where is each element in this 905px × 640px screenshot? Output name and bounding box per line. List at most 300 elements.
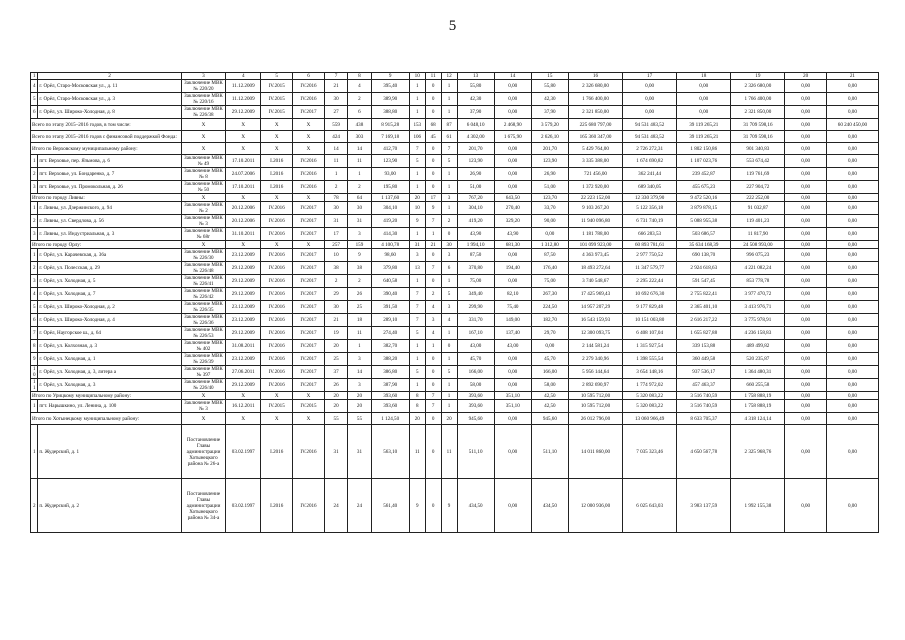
- table-cell: 3 879 878,15: [677, 202, 731, 215]
- table-cell: 0,00: [494, 168, 531, 181]
- table-cell: 7: [425, 262, 441, 275]
- table-cell: 03.02.1997: [226, 479, 261, 533]
- table-cell: 434,50: [457, 479, 494, 533]
- table-row: [31, 93, 879, 106]
- table-cell: 1: [441, 353, 457, 366]
- table-cell: 561,40: [371, 479, 409, 533]
- table-cell: 1 364 480,31: [731, 366, 785, 379]
- table-cell: 0,00: [494, 143, 531, 155]
- table-cell: 0: [425, 366, 441, 379]
- document-cell: Заключение МВК № 226/42: [181, 288, 226, 301]
- table-cell: 43,00: [457, 340, 494, 353]
- table-cell: 7: [409, 301, 425, 314]
- subtotal-row: [31, 413, 879, 425]
- table-cell: 78: [324, 194, 347, 202]
- table-cell: 7: [425, 215, 441, 228]
- table-cell: 11: [441, 425, 457, 479]
- table-cell: 24: [324, 479, 347, 533]
- address-cell: г. Орёл, Наугорское ш., д. 64: [38, 327, 181, 340]
- table-cell: 389,90: [371, 93, 409, 106]
- table-cell: 42,30: [457, 93, 494, 106]
- table-row: [31, 425, 879, 479]
- table-cell: 21: [425, 241, 441, 249]
- document-cell: Постановление Главы администрации Хотынецкого района № 26-а: [181, 425, 226, 479]
- address-cell: г. Ливны, ул. Индустриальная, д. 3: [38, 228, 181, 241]
- table-cell: IV.2016: [293, 425, 325, 479]
- table-row: [31, 202, 879, 215]
- table-cell: 4 363 973,45: [568, 249, 622, 262]
- subtotal-row: [31, 119, 879, 131]
- document-cell: Заключение МВК № 3: [181, 215, 226, 228]
- table-cell: I.2016: [261, 181, 293, 194]
- table-cell: X: [181, 392, 226, 400]
- table-cell: 14 957 207,29: [568, 301, 622, 314]
- table-cell: IV.2015: [261, 106, 293, 119]
- table-cell: 5 122 356,18: [623, 202, 677, 215]
- table-cell: 26,90: [457, 168, 494, 181]
- table-cell: 7 169,18: [371, 131, 409, 143]
- row-number: 2: [31, 262, 38, 275]
- table-cell: 0,00: [826, 106, 878, 119]
- table-cell: 159: [348, 241, 371, 249]
- table-cell: 274,40: [371, 327, 409, 340]
- subtotal-label: Всего по этапу 2015–2016 годов с финансовой поддержкой Фонда:: [31, 131, 182, 143]
- table-cell: 0,00: [785, 327, 826, 340]
- row-number: 7: [31, 327, 38, 340]
- document-cell: Заключение МВК № 226/53: [181, 327, 226, 340]
- table-cell: 0,00: [826, 425, 878, 479]
- row-number: 9: [31, 353, 38, 366]
- table-cell: 511,10: [457, 425, 494, 479]
- column-number: 10: [409, 73, 425, 80]
- table-cell: 87,50: [457, 249, 494, 262]
- table-cell: 26: [324, 379, 347, 392]
- table-cell: 42,50: [531, 392, 568, 400]
- address-cell: г. Орёл, ул. Широко-Холодная, д. 2: [38, 301, 181, 314]
- table-cell: 03.02.1997: [226, 425, 261, 479]
- table-cell: 267,30: [531, 288, 568, 301]
- table-cell: 0: [425, 93, 441, 106]
- address-cell: г. Орёл, ул. Полесская, д. 29: [38, 262, 181, 275]
- table-cell: 1: [409, 275, 425, 288]
- table-cell: 153: [409, 119, 425, 131]
- document-cell: Заключение МВК № 2: [181, 202, 226, 215]
- table-cell: 3: [348, 353, 371, 366]
- table-cell: 329,20: [494, 215, 531, 228]
- table-cell: 0,00: [785, 392, 826, 400]
- table-cell: IV.2017: [293, 275, 325, 288]
- table-cell: 0,00: [826, 249, 878, 262]
- table-cell: 0,00: [785, 249, 826, 262]
- table-cell: 20: [441, 413, 457, 425]
- table-cell: 0,00: [826, 327, 878, 340]
- table-cell: 23.12.2009: [226, 301, 261, 314]
- row-number: 2: [31, 479, 38, 533]
- table-cell: 2 755 822,41: [677, 288, 731, 301]
- table-cell: 349,40: [457, 288, 494, 301]
- address-cell: г. Орёл, ул. Холодная, д. 3, литера а: [38, 366, 181, 379]
- subtotal-row: [31, 241, 879, 249]
- table-cell: 2: [348, 275, 371, 288]
- table-row: [31, 80, 879, 93]
- table-cell: 2 295 222,44: [623, 275, 677, 288]
- table-cell: 0,00: [494, 353, 531, 366]
- table-cell: 386,80: [371, 366, 409, 379]
- table-cell: 0,00: [826, 93, 878, 106]
- table-cell: 1: [441, 202, 457, 215]
- table-cell: IV.2016: [293, 181, 325, 194]
- table-cell: 3 983 137,59: [677, 479, 731, 533]
- table-cell: X: [293, 392, 325, 400]
- table-cell: 666 283,53: [623, 228, 677, 241]
- table-cell: X: [181, 194, 226, 202]
- table-cell: I.2016: [261, 155, 293, 168]
- table-cell: 0,00: [785, 288, 826, 301]
- table-cell: IV.2016: [261, 366, 293, 379]
- table-cell: 21: [324, 80, 347, 93]
- table-cell: 520 235,87: [731, 353, 785, 366]
- table-cell: 6 731 740,19: [623, 215, 677, 228]
- table-cell: 9 103 267,20: [568, 202, 622, 215]
- table-cell: 20: [409, 413, 425, 425]
- column-number: 16: [568, 73, 622, 80]
- table-cell: 2: [348, 93, 371, 106]
- table-cell: 0: [425, 413, 441, 425]
- address-cell: г. Орёл, ул. Широко-Холодная, д. 8: [38, 106, 181, 119]
- table-cell: 419,20: [371, 215, 409, 228]
- table-cell: 1: [441, 106, 457, 119]
- table-cell: 11: [409, 425, 425, 479]
- table-cell: IV.2016: [261, 275, 293, 288]
- table-cell: 98,60: [371, 249, 409, 262]
- table-cell: 0,00: [494, 479, 531, 533]
- table-cell: IV.2016: [261, 340, 293, 353]
- table-cell: 643,50: [494, 194, 531, 202]
- table-cell: 0: [425, 249, 441, 262]
- table-cell: 9: [409, 479, 425, 533]
- table-cell: 0: [425, 143, 441, 155]
- housing-relocation-table: [30, 72, 879, 533]
- table-cell: 3 516 740,59: [677, 400, 731, 413]
- address-cell: п. Жудерский, д. 2: [38, 479, 181, 533]
- table-cell: 1: [441, 80, 457, 93]
- table-cell: 224,50: [531, 301, 568, 314]
- table-cell: 0,00: [785, 262, 826, 275]
- table-cell: 0,00: [785, 202, 826, 215]
- table-cell: 0,00: [677, 106, 731, 119]
- table-cell: 1 766 400,00: [731, 93, 785, 106]
- table-cell: IV.2016: [293, 93, 325, 106]
- table-cell: 0,00: [785, 181, 826, 194]
- table-cell: 94 531 483,52: [623, 131, 677, 143]
- table-cell: 721 456,00: [568, 168, 622, 181]
- table-cell: 553 674,42: [731, 155, 785, 168]
- table-cell: 1 315 927,54: [623, 340, 677, 353]
- column-number: 4: [226, 73, 261, 80]
- table-cell: 660 255,58: [731, 379, 785, 392]
- table-cell: 0,00: [826, 131, 878, 143]
- table-cell: 5: [409, 327, 425, 340]
- table-cell: 945,60: [531, 413, 568, 425]
- table-cell: 14: [348, 143, 371, 155]
- table-cell: 0,00: [494, 249, 531, 262]
- table-cell: 3: [441, 301, 457, 314]
- table-cell: 503 686,57: [677, 228, 731, 241]
- table-cell: 9: [441, 479, 457, 533]
- table-cell: IV.2016: [261, 288, 293, 301]
- column-number: 19: [731, 73, 785, 80]
- table-cell: 5 088 955,38: [677, 215, 731, 228]
- table-cell: 2 616 217,22: [677, 314, 731, 327]
- table-cell: 393,60: [371, 392, 409, 400]
- table-row: [31, 228, 879, 241]
- table-cell: IV.2017: [293, 301, 325, 314]
- table-cell: 20: [409, 194, 425, 202]
- table-cell: 0,00: [494, 80, 531, 93]
- table-cell: 0: [425, 106, 441, 119]
- table-cell: 0,00: [826, 479, 878, 533]
- table-cell: 13 060 966,49: [623, 413, 677, 425]
- table-cell: 11: [324, 155, 347, 168]
- table-cell: 0: [425, 275, 441, 288]
- table-cell: IV.2017: [293, 314, 325, 327]
- table-cell: X: [261, 194, 293, 202]
- table-cell: 43,90: [494, 228, 531, 241]
- table-cell: I.2016: [261, 479, 293, 533]
- table-cell: 7: [409, 314, 425, 327]
- address-cell: г. Орёл, ул. Холодная, д. 7: [38, 288, 181, 301]
- table-cell: 393,60: [457, 400, 494, 413]
- table-cell: 2 326 680,00: [568, 80, 622, 93]
- row-number: 3: [31, 228, 38, 241]
- table-cell: 2 924 618,63: [677, 262, 731, 275]
- table-cell: 6 048,10: [457, 119, 494, 131]
- table-row: [31, 479, 879, 533]
- table-cell: 0,00: [826, 314, 878, 327]
- table-cell: 0,00: [826, 400, 878, 413]
- table-cell: 304,10: [371, 202, 409, 215]
- table-cell: 4 302,00: [457, 131, 494, 143]
- table-cell: 0,00: [826, 202, 878, 215]
- table-cell: 0,00: [785, 143, 826, 155]
- table-cell: 1 766 400,00: [568, 93, 622, 106]
- table-cell: 123,70: [531, 194, 568, 202]
- table-cell: 17 425 969,43: [568, 288, 622, 301]
- table-cell: 17: [425, 194, 441, 202]
- table-row: [31, 340, 879, 353]
- table-cell: 1: [409, 228, 425, 241]
- table-cell: 0,00: [785, 80, 826, 93]
- table-cell: 414,30: [371, 228, 409, 241]
- table-cell: 14 011 860,00: [568, 425, 622, 479]
- row-number: 10: [31, 366, 38, 379]
- table-cell: X: [181, 119, 226, 131]
- table-cell: 1 758 888,19: [731, 392, 785, 400]
- table-cell: X: [181, 413, 226, 425]
- table-cell: 24: [348, 479, 371, 533]
- table-cell: 1: [409, 93, 425, 106]
- table-cell: 18: [348, 314, 371, 327]
- table-cell: IV.2017: [293, 215, 325, 228]
- table-cell: 24 508 993,00: [731, 241, 785, 249]
- table-cell: 12 000 936,00: [568, 479, 622, 533]
- document-cell: Заключение МВК № 226/41: [181, 275, 226, 288]
- table-cell: 194,40: [494, 262, 531, 275]
- table-cell: IV.2016: [293, 155, 325, 168]
- table-row: [31, 168, 879, 181]
- table-row: [31, 249, 879, 262]
- table-cell: IV.2017: [293, 249, 325, 262]
- table-cell: 33,70: [531, 202, 568, 215]
- row-number: 3: [31, 181, 38, 194]
- table-cell: 2 977 750,52: [623, 249, 677, 262]
- table-cell: 2 279 340,96: [568, 353, 622, 366]
- table-cell: 227 904,72: [731, 181, 785, 194]
- table-cell: 5 320 083,22: [623, 400, 677, 413]
- table-cell: 388,20: [371, 353, 409, 366]
- table-cell: IV.2016: [261, 301, 293, 314]
- table-cell: 31 709 598,16: [731, 119, 785, 131]
- table-cell: 0,00: [494, 379, 531, 392]
- table-cell: 18 493 272,64: [568, 262, 622, 275]
- document-cell: Заключение МВК № 226/40: [181, 379, 226, 392]
- table-cell: 1: [409, 181, 425, 194]
- table-cell: 0: [425, 425, 441, 479]
- table-cell: 149,00: [494, 314, 531, 327]
- table-cell: 4: [425, 301, 441, 314]
- column-number: 3: [181, 73, 226, 80]
- table-cell: 0,00: [494, 181, 531, 194]
- table-cell: 137,40: [494, 327, 531, 340]
- table-cell: IV.2016: [261, 249, 293, 262]
- subtotal-row: [31, 143, 879, 155]
- subtotal-row: [31, 392, 879, 400]
- table-cell: 8: [409, 392, 425, 400]
- table-cell: 438: [348, 119, 371, 131]
- table-cell: X: [261, 241, 293, 249]
- table-cell: 4: [425, 327, 441, 340]
- table-cell: 257: [324, 241, 347, 249]
- document-cell: Заключение МВК № 402: [181, 340, 226, 353]
- document-cell: Постановление Главы администрации Хотынецкого района № 34-а: [181, 479, 226, 533]
- table-cell: 0: [425, 181, 441, 194]
- table-cell: 0,00: [785, 106, 826, 119]
- table-cell: 55,80: [457, 80, 494, 93]
- table-cell: 51,00: [457, 181, 494, 194]
- table-cell: 68: [425, 119, 441, 131]
- table-cell: IV.2017: [293, 106, 325, 119]
- table-row: [31, 155, 879, 168]
- table-cell: 119 761,69: [731, 168, 785, 181]
- table-cell: 87,50: [531, 249, 568, 262]
- table-cell: 360 449,58: [677, 353, 731, 366]
- table-cell: 106: [409, 131, 425, 143]
- table-cell: 0,00: [826, 155, 878, 168]
- table-cell: 370,80: [457, 262, 494, 275]
- table-cell: 1: [348, 168, 371, 181]
- table-cell: 2 321 850,00: [731, 106, 785, 119]
- table-cell: 24.07.2006: [226, 168, 261, 181]
- table-cell: 0,00: [623, 93, 677, 106]
- table-cell: 11: [348, 327, 371, 340]
- document-cell: Заключение МВК № 226/36: [181, 314, 226, 327]
- table-cell: 5: [409, 155, 425, 168]
- table-cell: 5 429 764,00: [568, 143, 622, 155]
- row-number: 8: [31, 340, 38, 353]
- table-cell: 19: [324, 327, 347, 340]
- document-cell: Заключение МВК № 220/16: [181, 93, 226, 106]
- address-cell: г. Орёл, ул. Широко-Холодная, д. 4: [38, 314, 181, 327]
- table-cell: 0: [425, 379, 441, 392]
- table-cell: 8 915,28: [371, 119, 409, 131]
- address-cell: пгт. Нарышкино, ул. Ленина, д. 100: [38, 400, 181, 413]
- table-cell: 559: [324, 119, 347, 131]
- table-cell: X: [261, 392, 293, 400]
- table-cell: 29.12.2009: [226, 275, 261, 288]
- table-cell: 1: [409, 80, 425, 93]
- table-cell: 387,90: [371, 379, 409, 392]
- table-cell: 37,90: [531, 106, 568, 119]
- table-cell: 38: [348, 262, 371, 275]
- document-cell: Заключение МВК № 68г: [181, 228, 226, 241]
- table-cell: 29.12.2009: [226, 327, 261, 340]
- table-cell: 5: [441, 155, 457, 168]
- table-cell: 43,90: [457, 228, 494, 241]
- table-cell: 0,00: [785, 379, 826, 392]
- table-cell: 434,50: [531, 479, 568, 533]
- table-cell: 1: [441, 379, 457, 392]
- table-cell: 31: [324, 425, 347, 479]
- table-cell: 1 312,80: [531, 241, 568, 249]
- table-cell: 7: [441, 143, 457, 155]
- table-cell: 166,00: [531, 366, 568, 379]
- table-cell: 391,50: [371, 301, 409, 314]
- table-cell: 195,80: [371, 181, 409, 194]
- table-cell: 331,70: [457, 314, 494, 327]
- table-cell: 0: [425, 479, 441, 533]
- table-cell: 39 119 265,21: [677, 119, 731, 131]
- table-cell: 7: [425, 392, 441, 400]
- table-cell: 119 401,23: [731, 215, 785, 228]
- table-cell: 1: [324, 168, 347, 181]
- table-cell: 0,00: [785, 400, 826, 413]
- table-cell: 29.12.2009: [226, 379, 261, 392]
- table-cell: 75,00: [531, 275, 568, 288]
- table-cell: IV.2017: [293, 366, 325, 379]
- table-cell: 20: [348, 392, 371, 400]
- table-cell: 101 099 923,00: [568, 241, 622, 249]
- table-cell: 55: [324, 413, 347, 425]
- table-row: [31, 288, 879, 301]
- table-cell: 0,00: [785, 314, 826, 327]
- table-cell: 0,00: [785, 241, 826, 249]
- table-cell: 1 124,50: [371, 413, 409, 425]
- row-number: 1: [31, 425, 38, 479]
- table-cell: IV.2017: [293, 340, 325, 353]
- table-cell: 37: [324, 366, 347, 379]
- table-cell: 222 252,00: [731, 194, 785, 202]
- table-cell: 393,60: [371, 400, 409, 413]
- table-cell: 20: [324, 392, 347, 400]
- table-cell: 30: [441, 241, 457, 249]
- table-row: [31, 314, 879, 327]
- table-row: [31, 215, 879, 228]
- table-cell: 362 241,44: [623, 168, 677, 181]
- table-cell: 2 321 850,00: [568, 106, 622, 119]
- column-number: 6: [293, 73, 325, 80]
- column-number: 18: [677, 73, 731, 80]
- table-cell: 10 595 712,00: [568, 400, 622, 413]
